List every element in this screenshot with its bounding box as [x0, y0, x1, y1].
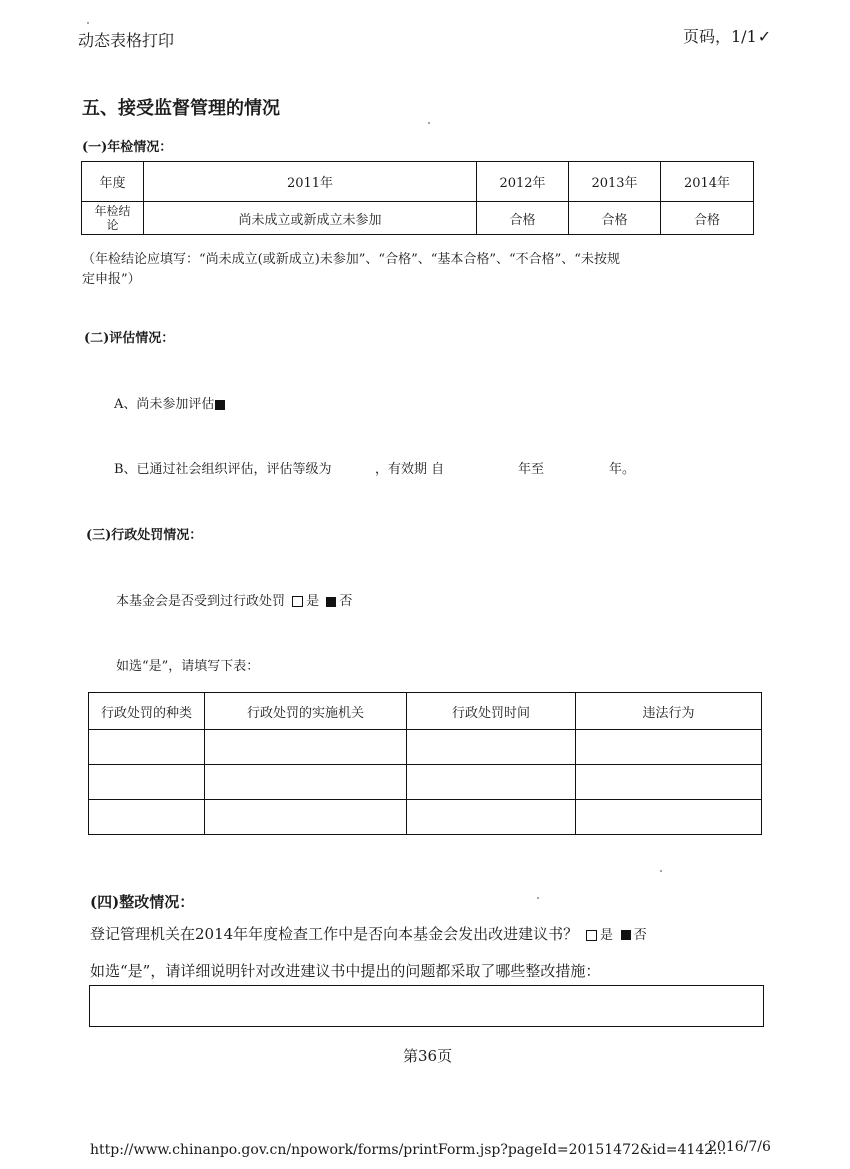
- conclusion-cell: 尚未成立或新成立未参加: [144, 202, 477, 235]
- yes-label: 是: [599, 928, 613, 943]
- rectification-answer-box[interactable]: [89, 985, 764, 1027]
- table-row: [82, 162, 754, 202]
- column-header: 行政处罚的实施机关: [205, 693, 407, 730]
- year-cell: 2014年: [661, 162, 754, 202]
- conclusion-cell: 合格: [569, 202, 661, 235]
- table-cell[interactable]: [407, 800, 576, 835]
- annual-check-note-line1: （年检结论应填写：“尚未成立(或新成立)未参加”、“合格”、“基本合格”、“不合格”、“未按规: [82, 252, 620, 267]
- checked-box-icon[interactable]: [621, 930, 631, 940]
- checkmark-icon: ✓: [757, 27, 772, 46]
- table-cell[interactable]: [89, 765, 205, 800]
- page-number: 第36页: [403, 1047, 453, 1065]
- table-cell[interactable]: [407, 730, 576, 765]
- evaluation-option-a-label: A、尚未参加评估: [114, 397, 215, 412]
- table-row: [89, 730, 762, 765]
- table-cell[interactable]: [205, 765, 407, 800]
- table-header-row: [89, 693, 762, 730]
- table-cell[interactable]: [407, 765, 576, 800]
- evaluation-year-end: 年。: [609, 462, 636, 477]
- table-row: [89, 765, 762, 800]
- annual-check-table: [81, 161, 754, 235]
- unchecked-box-icon[interactable]: [586, 930, 597, 941]
- checked-box-icon[interactable]: [215, 400, 225, 410]
- table-cell[interactable]: [576, 730, 762, 765]
- conclusion-cell: 合格: [477, 202, 569, 235]
- penalty-table: [88, 692, 762, 835]
- table-cell[interactable]: [205, 730, 407, 765]
- year-cell: 2012年: [477, 162, 569, 202]
- table-cell[interactable]: [89, 800, 205, 835]
- rectification-heading: (四)整改情况：: [90, 893, 195, 911]
- no-label: 否: [339, 594, 353, 609]
- scan-speck: [87, 22, 89, 24]
- annual-check-heading: (一)年检情况：: [82, 140, 173, 155]
- conclusion-cell: 合格: [661, 202, 754, 235]
- year-cell: 2013年: [569, 162, 661, 202]
- page-counter: [683, 24, 771, 47]
- table-row: [82, 202, 754, 235]
- evaluation-validity-label: ，有效期 自: [375, 462, 445, 477]
- column-header: 行政处罚的种类: [89, 693, 205, 730]
- annual-check-note-line2: 定申报”）: [82, 272, 141, 287]
- scan-speck: [537, 897, 539, 899]
- print-header-title: 动态表格打印: [78, 31, 175, 50]
- table-cell[interactable]: [205, 800, 407, 835]
- print-date: 2016/7/6: [708, 1139, 771, 1155]
- table-cell[interactable]: [576, 800, 762, 835]
- unchecked-box-icon[interactable]: [292, 596, 303, 607]
- page-counter-text: 页码，1/1: [683, 27, 757, 46]
- rectification-hint: 如选“是”，请详细说明针对改进建议书中提出的问题都采取了哪些整改措施：: [90, 962, 601, 980]
- penalty-question: 本基金会是否受到过行政处罚: [116, 594, 286, 609]
- evaluation-heading: (二)评估情况：: [84, 331, 175, 346]
- source-url: http://www.chinanpo.gov.cn/npowork/forms/printForm.jsp?pageId=20151472&id=4142...: [90, 1142, 727, 1158]
- column-header: 违法行为: [576, 693, 762, 730]
- table-cell[interactable]: [576, 765, 762, 800]
- scan-speck: [660, 870, 662, 872]
- section-title: 五、接受监督管理的情况: [82, 98, 280, 119]
- rectification-question-row: [90, 923, 647, 944]
- evaluation-option-a: [114, 393, 228, 412]
- table-row: [89, 800, 762, 835]
- column-header: 行政处罚时间: [407, 693, 576, 730]
- no-label: 否: [633, 928, 647, 943]
- year-header-cell: 年度: [82, 162, 144, 202]
- year-cell: 2011年: [144, 162, 477, 202]
- evaluation-year-to: 年至: [518, 462, 545, 477]
- yes-label: 是: [306, 594, 320, 609]
- evaluation-option-b: B、已通过社会组织评估，评估等级为: [114, 462, 332, 477]
- penalty-fill-hint: 如选“是”，请填写下表：: [116, 659, 260, 674]
- penalty-heading: (三)行政处罚情况：: [86, 528, 203, 543]
- conclusion-header-cell: 年检结论: [82, 202, 144, 235]
- rectification-question: 登记管理机关在2014年年度检查工作中是否向本基金会发出改进建议书？: [90, 925, 579, 943]
- penalty-question-row: [116, 590, 352, 609]
- checked-box-icon[interactable]: [326, 597, 336, 607]
- scan-speck: [428, 122, 430, 124]
- table-cell[interactable]: [89, 730, 205, 765]
